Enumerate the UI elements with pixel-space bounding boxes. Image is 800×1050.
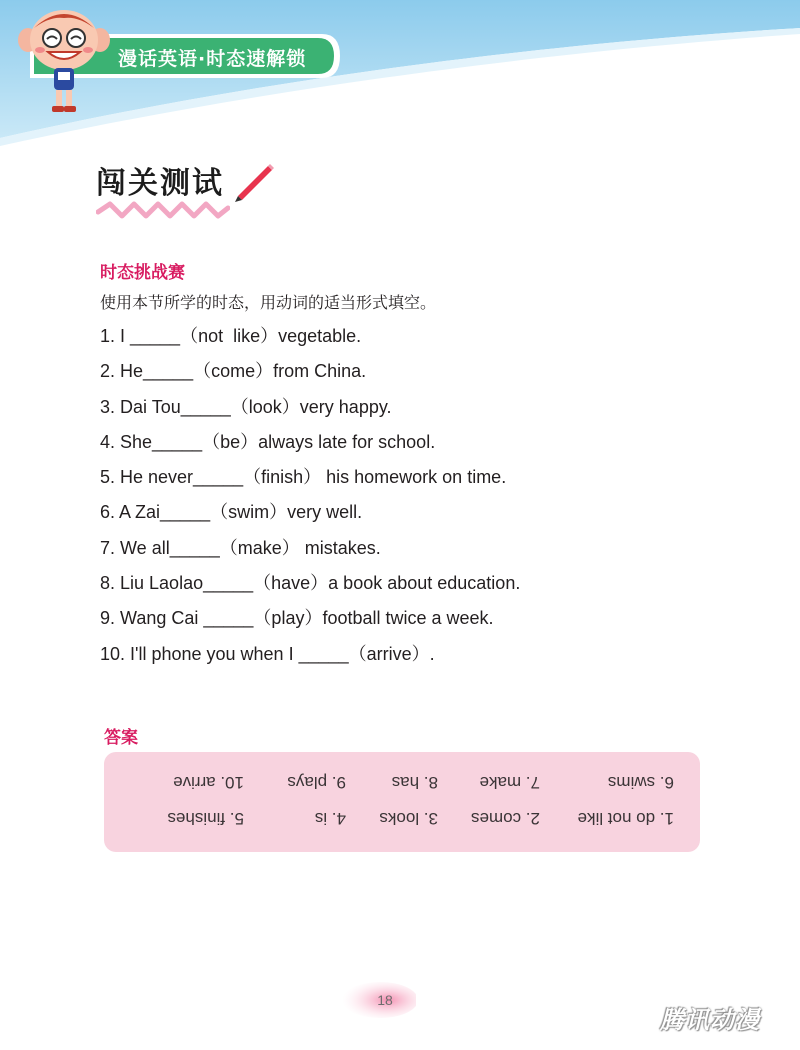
answer-item: 5. finishes [167,809,244,828]
answer-heading: 答案 [104,728,138,748]
exercise-instruction: 使用本节所学的时态，用动词的适当形式填空。 [100,293,437,312]
question-item: 2. He_____（come）from China. [100,361,367,382]
question-item: 10. I'll phone you when I _____（arrive）. [100,643,435,664]
answer-item: 4. is [314,809,346,828]
question-item: 5. He never_____（finish） his homework on time. [100,467,507,488]
answer-item: 8. has [391,773,438,792]
answer-item: 3. looks [379,809,438,828]
answer-item: 9. plays [287,773,346,792]
question-item: 9. Wang Cai _____（play）football twice a week. [100,608,494,629]
answer-item: 1. do not like [577,809,674,828]
question-item: 1. I _____（not like）vegetable. [100,326,362,346]
mascot-character-illustration [18,6,110,118]
answer-item: 2. comes [471,809,540,828]
answer-row-1 [104,804,700,828]
answer-box [104,752,700,852]
question-list [100,324,520,677]
pencil-icon [232,160,276,204]
answer-box-upside-down-content [104,752,700,852]
page-number: 18 [377,992,393,1008]
zigzag-underline [96,200,230,222]
watermark-logo: 腾讯动漫 [660,1006,760,1034]
exercise-heading: 时态挑战赛 [100,263,185,283]
question-item: 3. Dai Tou_____（look）very happy. [100,396,392,417]
question-item: 8. Liu Laolao_____（have）a book about education. [100,573,521,594]
header-background [0,0,800,150]
answer-item: 6. swims [607,773,674,792]
answer-row-2 [104,768,700,792]
question-item: 6. A Zai_____（swim）very well. [100,502,363,523]
section-title: 闯关测试 [96,166,224,201]
question-item: 7. We all_____（make） mistakes. [100,537,381,558]
answer-item: 7. make [479,773,540,792]
answer-item: 10. arrive [173,773,244,792]
question-item: 4. She_____（be）always late for school. [100,431,436,452]
book-series-title: 漫话英语·时态速解锁 [118,48,307,70]
